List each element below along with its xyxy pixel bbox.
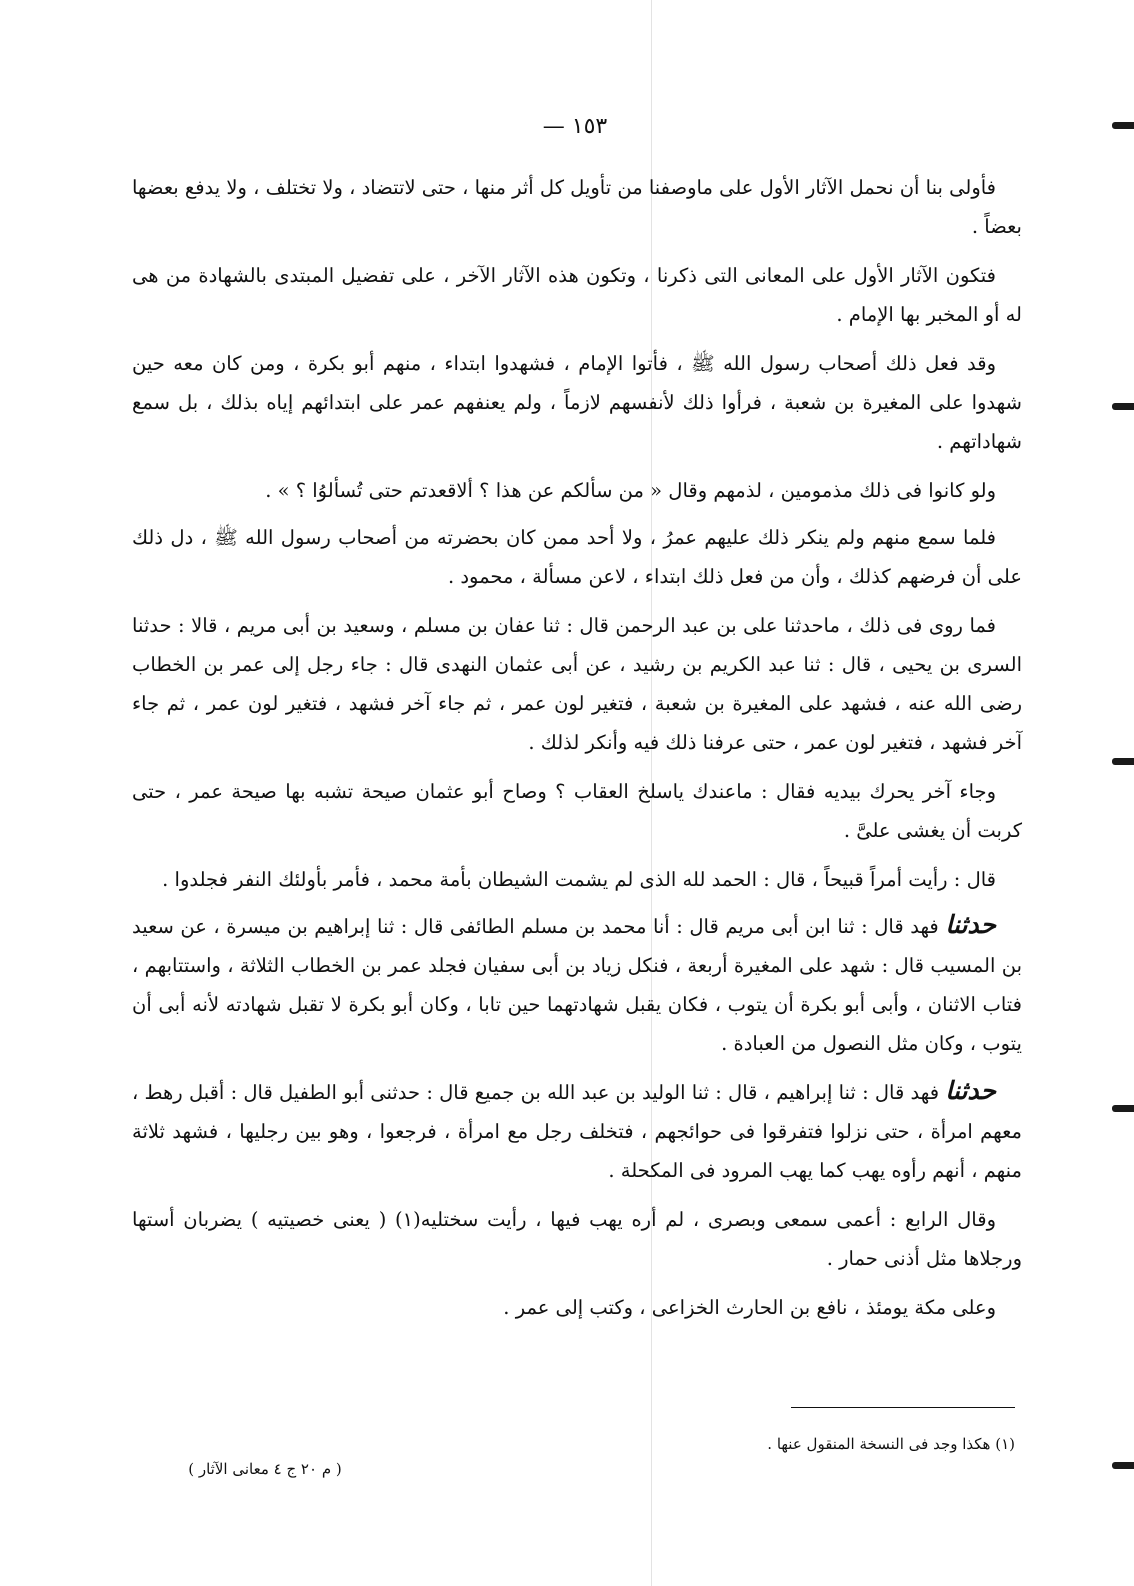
paragraph-text: فهد قال : ثنا ابن أبى مريم قال : أنا محمد بن مسلم الطائفى قال : ثنا إبراهيم بن ميسرة ، عن سعيد بن المسيب قال : شهد على المغيرة أربعة ، فنكل زياد بن أبى سفيان فجلد عمر بن الخطاب الثلاثة ، واستتابهم ، فتاب الاثنان ، وأبى أبو بكرة أن يتوب ، فكان يقبل شهادتهما حين تابا ، وكان أبو بكرة لا تقبل شهادته لأنه أبى أن يتوب ، وكان مثل النصول من العبادة . — [132, 915, 1022, 1055]
page-body — [132, 166, 1022, 1335]
paragraph — [132, 1071, 1022, 1190]
paragraph — [132, 342, 1022, 461]
hadith-lead-word: حدثنا — [945, 1076, 996, 1105]
paragraph — [132, 469, 1022, 510]
paragraph — [132, 770, 1022, 850]
edge-mark — [1112, 403, 1134, 410]
hadith-lead-word: حدثنا — [945, 910, 997, 939]
printer-signature: ( م ٢٠ ج ٤ معانى الآثار ) — [188, 1460, 342, 1478]
paragraph-text: وقد فعل ذلك أصحاب رسول الله ﷺ ، فأتوا الإمام ، فشهدوا ابتداء ، منهم أبو بكرة ، ومن كان معه حين شهدوا على المغيرة بن شعبة ، فرأوا ذلك لأنفسهم لازماً ، ولم يعنفهم عمر على ابتدائهم إياه بذلك ، بل سمع شهاداتهم . — [132, 352, 1022, 453]
paragraph — [132, 858, 1022, 899]
paragraph-text: وجاء آخر يحرك بيديه فقال : ماعندك ياسلخ العقاب ؟ وصاح أبو عثمان صيحة تشبه بها صيحة عمر ، حتى كربت أن يغشى علىَّ . — [132, 780, 1022, 842]
footnote-separator — [791, 1407, 1015, 1408]
footnote: (١) هكذا وجد فى النسخة المنقول عنها . — [767, 1435, 1015, 1453]
paragraph-text: فأولى بنا أن نحمل الآثار الأول على ماوصفنا من تأويل كل أثر منها ، حتى لاتتضاد ، ولا تختلف ، ولا يدفع بعضها بعضاً . — [131, 176, 1022, 238]
edge-mark — [1112, 1462, 1134, 1469]
paragraph-text: وعلى مكة يومئذ ، نافع بن الحارث الخزاعى ، وكتب إلى عمر . — [503, 1296, 996, 1319]
paragraph-text: ولو كانوا فى ذلك مذمومين ، لذمهم وقال « من سألكم عن هذا ؟ ألاقعدتم حتى تُسألوُا ؟ » . — [265, 479, 996, 502]
edge-mark — [1112, 122, 1134, 129]
paragraph — [132, 1198, 1022, 1278]
edge-mark — [1112, 758, 1134, 765]
paragraph — [132, 604, 1022, 762]
paragraph — [132, 1286, 1022, 1327]
edge-mark — [1112, 1105, 1134, 1112]
paragraph — [132, 254, 1022, 334]
paragraph-text: قال : رأيت أمراً قبيحاً ، قال : الحمد لله الذى لم يشمت الشيطان بأمة محمد ، فأمر بأولئك النفر فجلدوا . — [162, 868, 996, 891]
paragraph — [132, 905, 1022, 1063]
paragraph-text: فلما سمع منهم ولم ينكر ذلك عليهم عمرُ ، ولا أحد ممن كان بحضرته من أصحاب رسول الله ﷺ ، دل ذلك على أن فرضهم كذلك ، وأن من فعل ذلك ابتداء ، لاعن مسألة ، محمود . — [132, 526, 1022, 588]
paragraph-text: فهد قال : ثنا إبراهيم ، قال : ثنا الوليد بن عبد الله بن جميع قال : حدثنى أبو الطفيل قال : أقبل رهط ، معهم امرأة ، حتى نزلوا فتفرقوا فى حوائجهم ، فتخلف رجل مع امرأة ، فرجعوا ، وهو بين رجليها ، فشهد ثلاثة منهم ، أنهم رأوه يهب كما يهب المرود فى المكحلة . — [132, 1081, 1022, 1182]
paragraph — [132, 516, 1022, 596]
paragraph — [132, 166, 1022, 246]
paragraph-text: وقال الرابع : أعمى سمعى وبصرى ، لم أره يهب فيها ، رأيت سختليه(١) ( يعنى خصيتيه ) يضربان أستها ورجلاها مثل أذنى حمار . — [132, 1208, 1022, 1270]
paragraph-text: فتكون الآثار الأول على المعانى التى ذكرنا ، وتكون هذه الآثار الآخر ، على تفضيل المبتدى بالشهادة من هى له أو المخبر بها الإمام . — [132, 264, 1022, 326]
page-number: ١٥٣ — — [542, 114, 608, 139]
paragraph-text: فما روى فى ذلك ، ماحدثنا على بن عبد الرحمن قال : ثنا عفان بن مسلم ، وسعيد بن أبى مريم ، قالا : حدثنا السرى بن يحيى ، قال : ثنا عبد الكريم بن رشيد ، عن أبى عثمان النهدى قال : جاء رجل إلى عمر بن الخطاب رضى الله عنه ، فشهد على المغيرة بن شعبة ، فتغير لون عمر ، ثم جاء آخر فشهد ، فتغير لون عمر ، ثم جاء آخر فشهد ، فتغير لون عمر ، حتى عرفنا ذلك فيه وأنكر لذلك . — [132, 614, 1022, 754]
